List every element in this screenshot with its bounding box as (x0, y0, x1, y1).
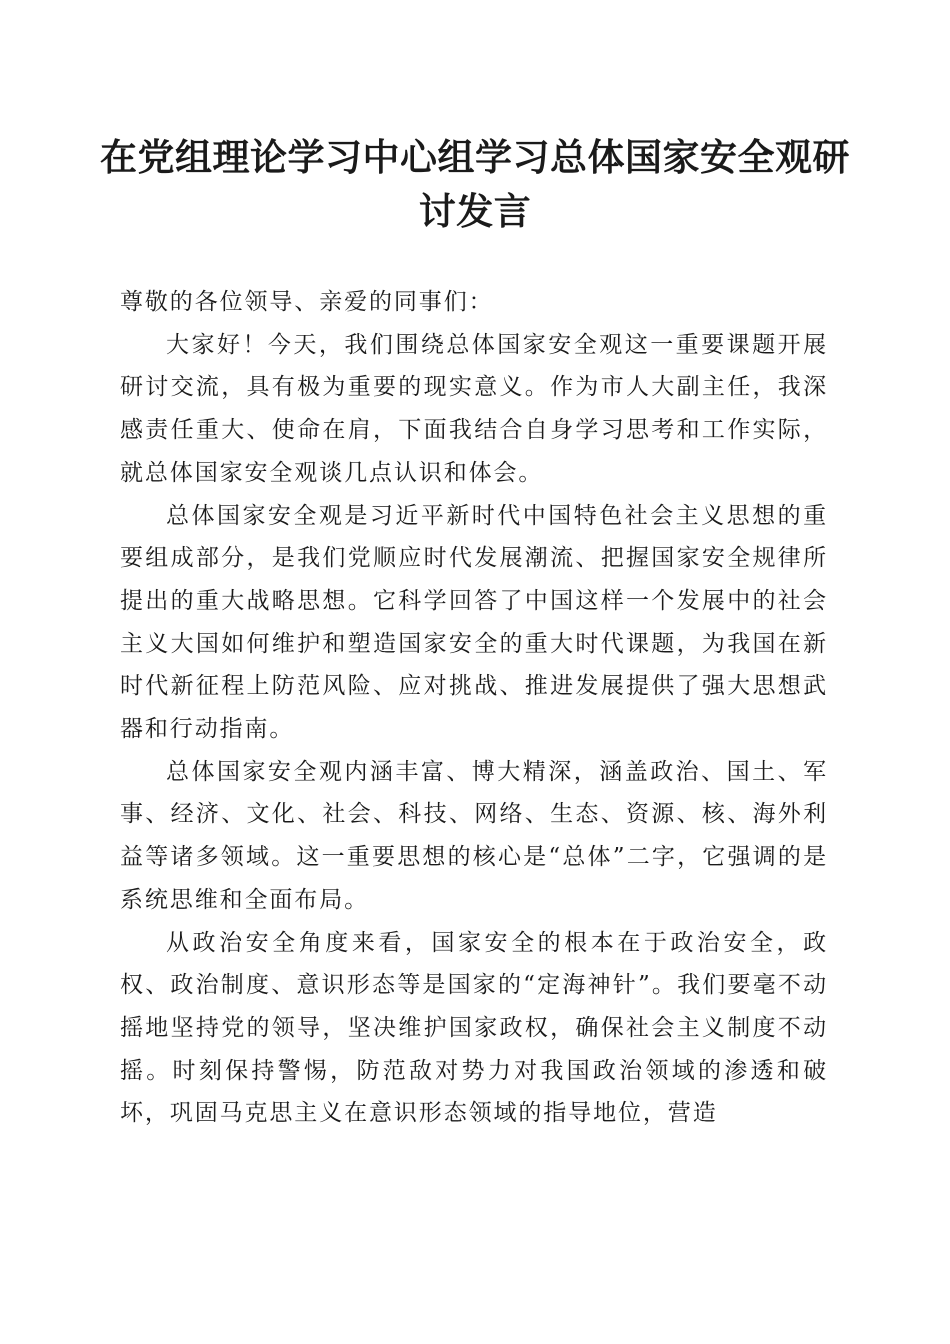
paragraph-intro: 大家好！今天，我们围绕总体国家安全观这一重要课题开展研讨交流，具有极为重要的现实意义。作为市人大副主任，我深感责任重大、使命在肩，下面我结合自身学习思考和工作实际，就总体国家安全观谈几点认识和体会。 (120, 331, 828, 486)
paragraph-connotation: 总体国家安全观内涵丰富、博大精深，涵盖政治、国土、军事、经济、文化、社会、科技、网络、生态、资源、核、海外利益等诸多领域。这一重要思想的核心是“总体”二字，它强调的是系统思维和全面布局。 (120, 758, 828, 913)
salutation: 尊敬的各位领导、亲爱的同事们： (120, 289, 494, 315)
document-body (120, 281, 828, 1135)
document-title: 在党组理论学习中心组学习总体国家安全观研讨发言 (100, 135, 850, 233)
paragraph-significance: 总体国家安全观是习近平新时代中国特色社会主义思想的重要组成部分，是我们党顺应时代发展潮流、把握国家安全规律所提出的重大战略思想。它科学回答了中国这样一个发展中的社会主义大国如何维护和塑造国家安全的重大时代课题，为我国在新时代新征程上防范风险、应对挑战、推进发展提供了强大思想武器和行动指南。 (120, 502, 828, 743)
paragraph-political-security: 从政治安全角度来看，国家安全的根本在于政治安全，政权、政治制度、意识形态等是国家的“定海神针”。我们要毫不动摇地坚持党的领导，坚决维护国家政权，确保社会主义制度不动摇。时刻保持警惕，防范敌对势力对我国政治领域的渗透和破坏，巩固马克思主义在意识形态领域的指导地位，营造 (120, 929, 828, 1127)
